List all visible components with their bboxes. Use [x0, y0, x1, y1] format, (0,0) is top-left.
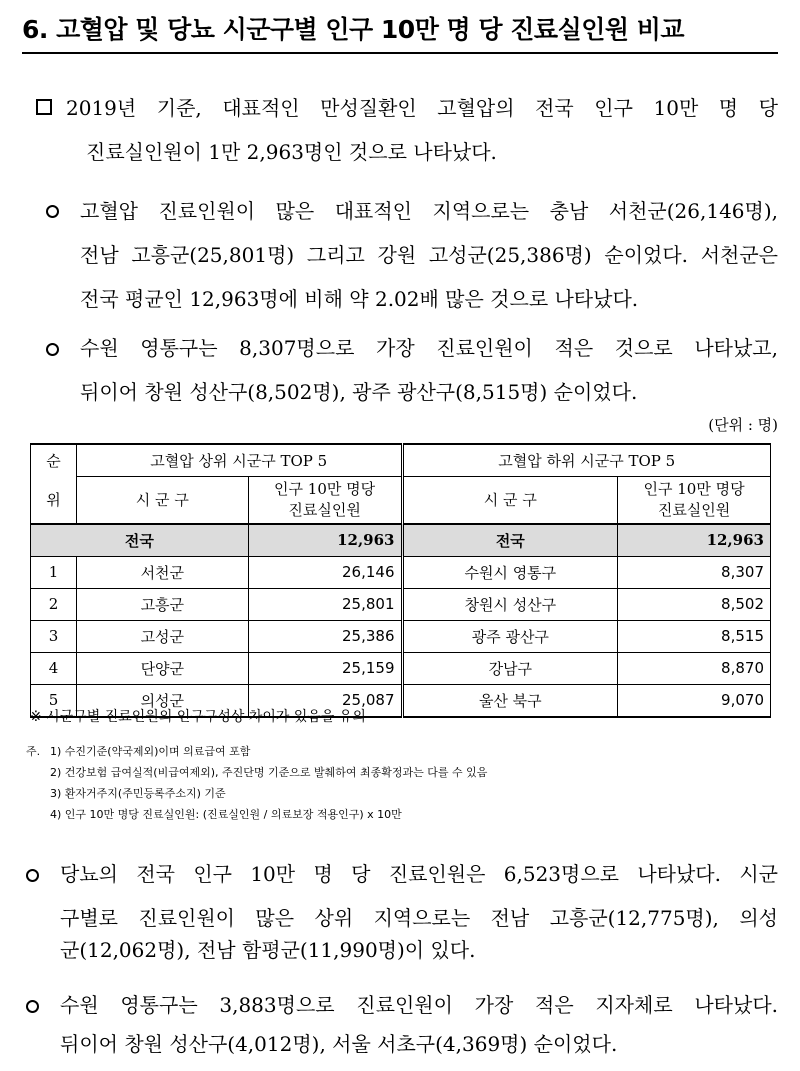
bullet-line: 뒤이어 창원 성산구(8,502명), 광주 광산구(8,515명) 순이었다.	[80, 380, 638, 404]
top-value-cell: 25,087	[248, 684, 402, 717]
rank-cell: 1	[31, 556, 77, 588]
rank-header: 순	[31, 444, 77, 477]
footnote-text: 1) 수진기준(약국제외)이며 의료급여 포함	[50, 745, 251, 758]
value-header-line: 인구 10만 명당	[274, 479, 376, 498]
national-value: 12,963	[248, 524, 402, 557]
footnote-lead: 주.	[26, 745, 41, 758]
bottom-value-cell: 8,307	[618, 556, 771, 588]
national-label: 전국	[31, 524, 249, 557]
value-header	[618, 477, 771, 524]
bullet-paragraph-3-end	[60, 928, 778, 972]
value-header-line: 인구 10만 명당	[643, 479, 745, 498]
summary-paragraph-cont	[86, 130, 778, 174]
bottom-group-header: 고혈압 하위 시군구 TOP 5	[402, 444, 771, 477]
table-row	[31, 588, 771, 620]
summary-line: 2019년 기준, 대표적인 만성질환인 고혈압의 전국 인구 10만 명 당	[66, 96, 779, 120]
hypertension-table	[30, 443, 771, 718]
bottom-region-cell: 울산 북구	[402, 684, 618, 717]
top-value-cell: 25,386	[248, 620, 402, 652]
circle-bullet-icon	[26, 1000, 39, 1013]
bottom-value-cell: 8,870	[618, 652, 771, 684]
top-region-cell: 의성군	[76, 684, 248, 717]
page-title: 6. 고혈압 및 당뇨 시군구별 인구 10만 명 당 진료실인원 비교	[22, 15, 685, 44]
bullet-line: 수원 영통구는 8,307명으로 가장 진료인원이 적은 것으로 나타났고,	[80, 336, 778, 360]
circle-bullet-icon	[26, 869, 39, 882]
bullet-line: 뒤이어 창원 성산구(4,012명), 서울 서초구(4,369명) 순이었다.	[60, 1032, 618, 1056]
top-value-cell: 25,801	[248, 588, 402, 620]
bullet-line: 전남 고흥군(25,801명) 그리고 강원 고성군(25,386명) 순이었다. 서천군은	[80, 243, 778, 267]
bullet-paragraph-1	[80, 189, 778, 277]
bottom-region-cell: 광주 광산구	[402, 620, 618, 652]
bullet-line: 고혈압 진료인원이 많은 대표적인 지역으로는 충남 서천군(26,146명),	[80, 199, 778, 223]
circle-bullet-icon	[46, 343, 59, 356]
table-row	[31, 620, 771, 652]
region-header: 시 군 구	[402, 477, 618, 524]
footnote-line	[26, 804, 487, 825]
rank-cell: 5	[31, 684, 77, 717]
summary-paragraph	[66, 86, 778, 130]
top-region-cell: 서천군	[76, 556, 248, 588]
summary-line: 진료실인원이 1만 2,963명인 것으로 나타났다.	[86, 140, 497, 164]
table-row	[31, 556, 771, 588]
value-header-line: 진료실인원	[657, 500, 731, 519]
footnotes	[26, 741, 487, 825]
bullet-paragraph-4	[60, 983, 778, 1027]
bullet-line: 전국 평균인 12,963명에 비해 약 2.02배 많은 것으로 나타났다.	[80, 287, 639, 311]
bullet-line: 당뇨의 전국 인구 10만 명 당 진료인원은 6,523명으로 나타났다. 시군	[60, 862, 778, 886]
top-value-cell: 25,159	[248, 652, 402, 684]
top-region-cell: 단양군	[76, 652, 248, 684]
national-label: 전국	[402, 524, 618, 557]
bottom-value-cell: 9,070	[618, 684, 771, 717]
table-row	[31, 652, 771, 684]
top-region-cell: 고성군	[76, 620, 248, 652]
value-header-line: 진료실인원	[288, 500, 361, 519]
bullet-paragraph-4-end	[60, 1022, 778, 1066]
bullet-line: 수원 영통구는 3,883명으로 진료인원이 가장 적은 지자체로 나타났다.	[60, 993, 778, 1017]
rank-cell: 2	[31, 588, 77, 620]
square-bullet-icon	[36, 99, 52, 115]
title-divider	[22, 52, 778, 54]
bullet-paragraph-2-end	[80, 370, 778, 414]
rank-cell: 4	[31, 652, 77, 684]
bottom-value-cell: 8,502	[618, 588, 771, 620]
national-value: 12,963	[618, 524, 771, 557]
bullet-paragraph-1-end	[80, 277, 778, 321]
top-region-cell: 고흥군	[76, 588, 248, 620]
circle-bullet-icon	[46, 205, 59, 218]
bullet-paragraph-2	[80, 326, 778, 370]
bottom-region-cell: 수원시 영통구	[402, 556, 618, 588]
table-notice: ※ 시군구별 진료인원의 인구구성상 차이가 있음을 유의	[30, 709, 366, 725]
rank-cell: 3	[31, 620, 77, 652]
footnote-text: 3) 환자거주지(주민등록주소지) 기준	[50, 787, 226, 800]
footnote-line	[26, 783, 487, 804]
top-value-cell: 26,146	[248, 556, 402, 588]
unit-label: (단위 : 명)	[708, 416, 778, 434]
bullet-paragraph-3	[60, 852, 778, 940]
rank-header-bottom: 위	[31, 477, 77, 524]
footnote-text: 2) 건강보험 급여실적(비급여제외), 주진단명 기준으로 발췌하여 최종확정과는 다를 수 있음	[50, 766, 488, 779]
top-group-header: 고혈압 상위 시군구 TOP 5	[76, 444, 402, 477]
bullet-line: 군(12,062명), 전남 함평군(11,990명)이 있다.	[60, 938, 476, 962]
footnote-text: 4) 인구 10만 명당 진료실인원: (진료실인원 / 의료보장 적용인구) x 10만	[50, 808, 402, 821]
bullet-line: 구별로 진료인원이 많은 상위 지역으로는 전남 고흥군(12,775명), 의성	[60, 906, 778, 930]
footnote-line	[26, 762, 487, 783]
region-header: 시 군 구	[76, 477, 248, 524]
value-header	[248, 477, 402, 524]
bottom-region-cell: 창원시 성산구	[402, 588, 618, 620]
footnote-line	[26, 741, 487, 762]
bottom-value-cell: 8,515	[618, 620, 771, 652]
bottom-region-cell: 강남구	[402, 652, 618, 684]
